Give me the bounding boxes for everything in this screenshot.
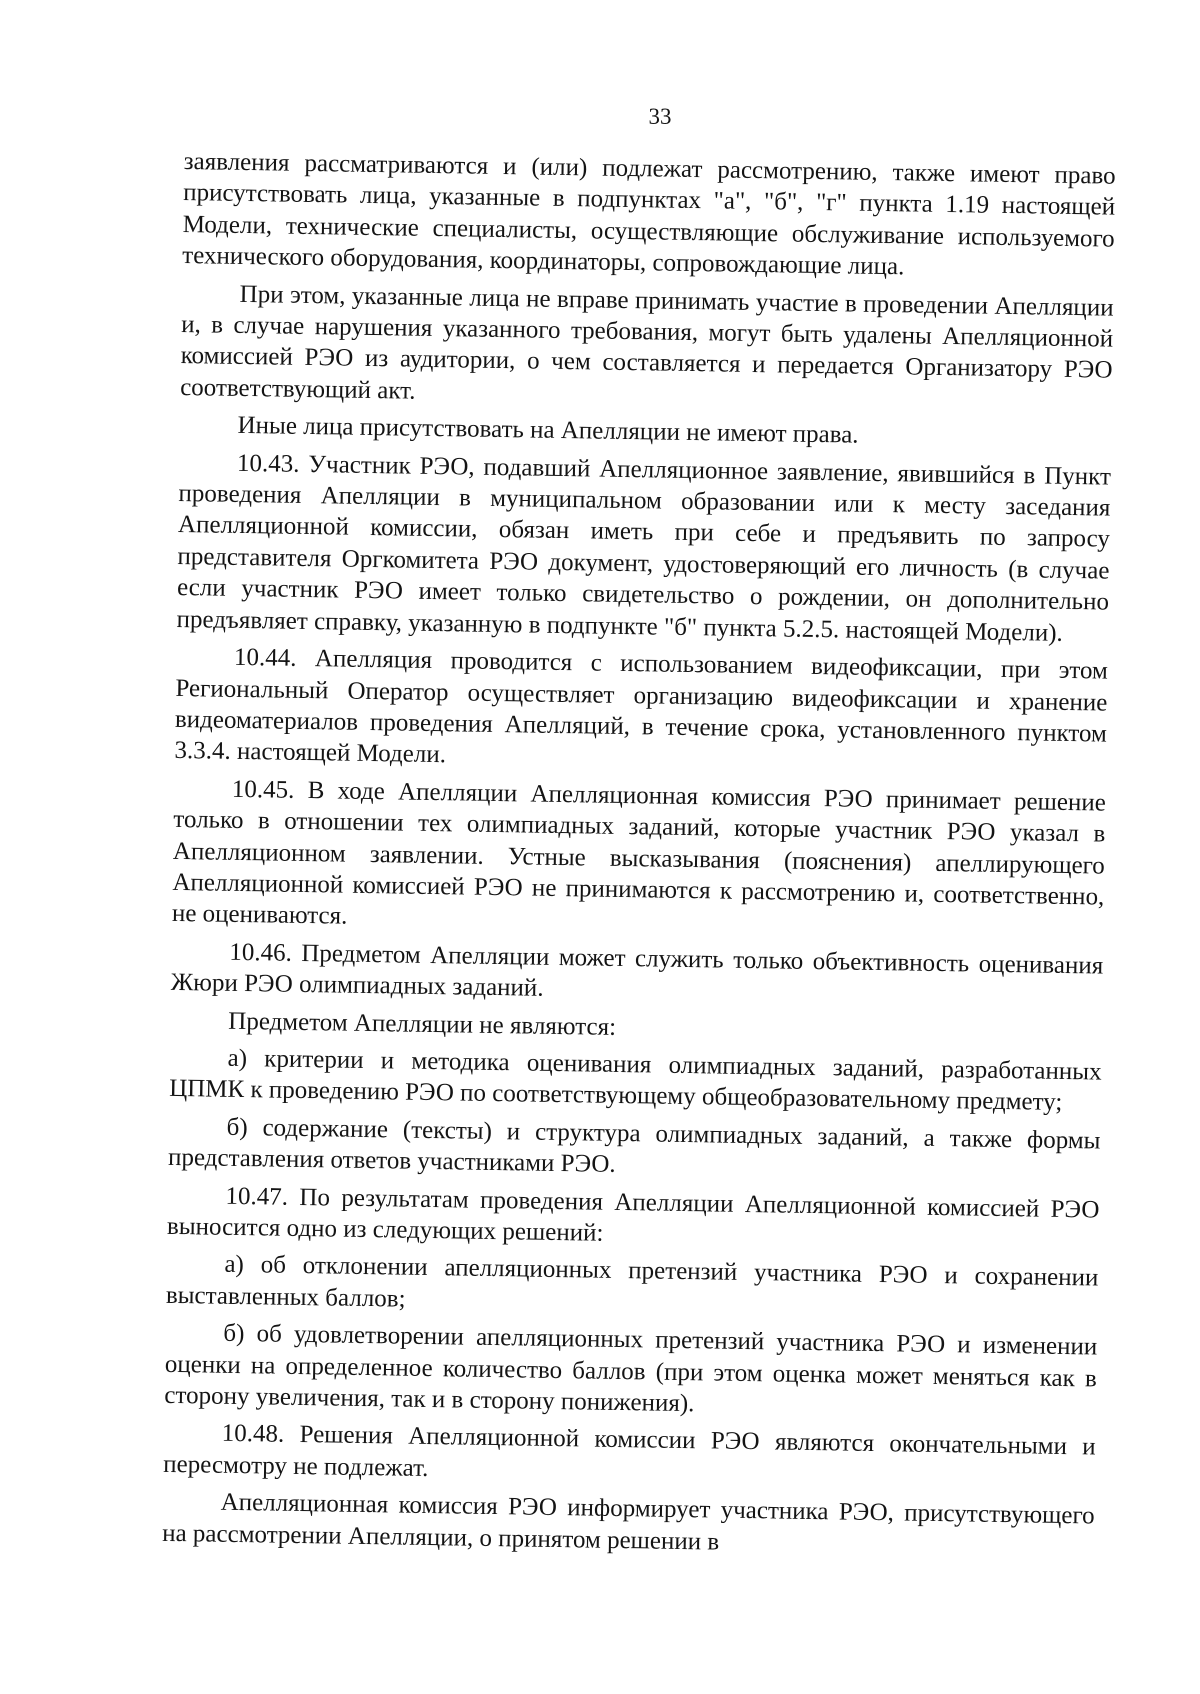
paragraph-other-persons: Иные лица присутствовать на Апелляции не имеют права. — [237, 412, 859, 449]
paragraph-10-47: 10.47. По результатам проведения Апелляции Апелляционной комиссией РЭО выносится одно из следующих решений: — [166, 1182, 1100, 1247]
paragraph-10-46: 10.46. Предметом Апелляции может служить только объективность оценивания Жюри РЭО олимпиадных заданий. — [170, 938, 1104, 1002]
paragraph-10-43: 10.43. Участник РЭО, подавший Апелляционное заявление, явившийся в Пункт проведения Апелляции в муниципальном образовании или к месту заседания Апелляционной комиссии, обязан иметь при себе и предъявить по запросу представителя Оргкомитета РЭО документ, удостоверяющий его личность (в случае если участник РЭО имеет только свидетельство о рождении, он дополнительно предъявляет справку, указанную в подпункте "б" пункта 5.2.5. настоящей Модели). — [176, 449, 1112, 647]
paragraph-informs: Апелляционная комиссия РЭО информирует участника РЭО, присутствующего на рассмотрении Апелляции, о принятом решении в — [161, 1488, 1095, 1556]
list-item-a-rejection: а) об отклонении апелляционных претензий участника РЭО и сохранении выставленных баллов; — [165, 1251, 1099, 1313]
document-body — [162, 146, 1116, 1570]
paragraph-10-48: 10.48. Решения Апелляционной комиссии РЭО являются окончательными и пересмотру не подлежат. — [163, 1420, 1096, 1482]
list-item-b-satisfaction: б) об удовлетворении апелляционных претензий участника РЭО и изменении оценки на определенное количество баллов (при этом оценка может меняться как в сторону увеличения, так и в сторону понижения). — [164, 1319, 1098, 1418]
paragraph-continuation: заявления рассматриваются и (или) подлежат рассмотрению, также имеют право присутствовать лица, указанные в подпунктах "а", "б", "г" пункта 1.19 настоящей Модели, технические специалисты, осуществляющие обслуживание используемого технического оборудования, координаторы, сопровождающие лица. — [182, 147, 1116, 281]
paragraph-10-44: 10.44. Апелляция проводится с использованием видеофиксации, при этом Региональный Оператор осуществляет организацию видеофиксации и хранение видеоматериалов проведения Апелляций, в течение срока, установленного пунктом 3.3.4. настоящей Модели. — [174, 643, 1109, 769]
paragraph-restriction: При этом, указанные лица не вправе принимать участие в проведении Апелляции и, в случае нарушения указанного требования, могут быть удалены Апелляционной комиссией РЭО из аудитории, о чем составляется и передается Организатору РЭО соответствующий акт. — [179, 280, 1114, 405]
list-item-a-criteria: а) критерии и методика оценивания олимпиадных заданий, разработанных ЦПМК к проведению РЭО по соответствующему общеобразовательному предмету; — [168, 1044, 1102, 1117]
paragraph-10-45: 10.45. В ходе Апелляции Апелляционная комиссия РЭО принимает решение только в отношении тех олимпиадных заданий, которые участник РЭО указал в Апелляционном заявлении. Устные высказывания (пояснения) апеллирующего Апелляционной комиссией РЭО не принимаются к рассмотрению и, соответственно, не оцениваются. — [171, 775, 1107, 931]
page-number: 33 — [648, 104, 672, 129]
list-item-b-content: б) содержание (тексты) и структура олимпиадных заданий, а также формы представления ответов участниками РЭО. — [167, 1113, 1101, 1179]
paragraph-not-subject: Предметом Апелляции не являются: — [228, 1007, 617, 1041]
